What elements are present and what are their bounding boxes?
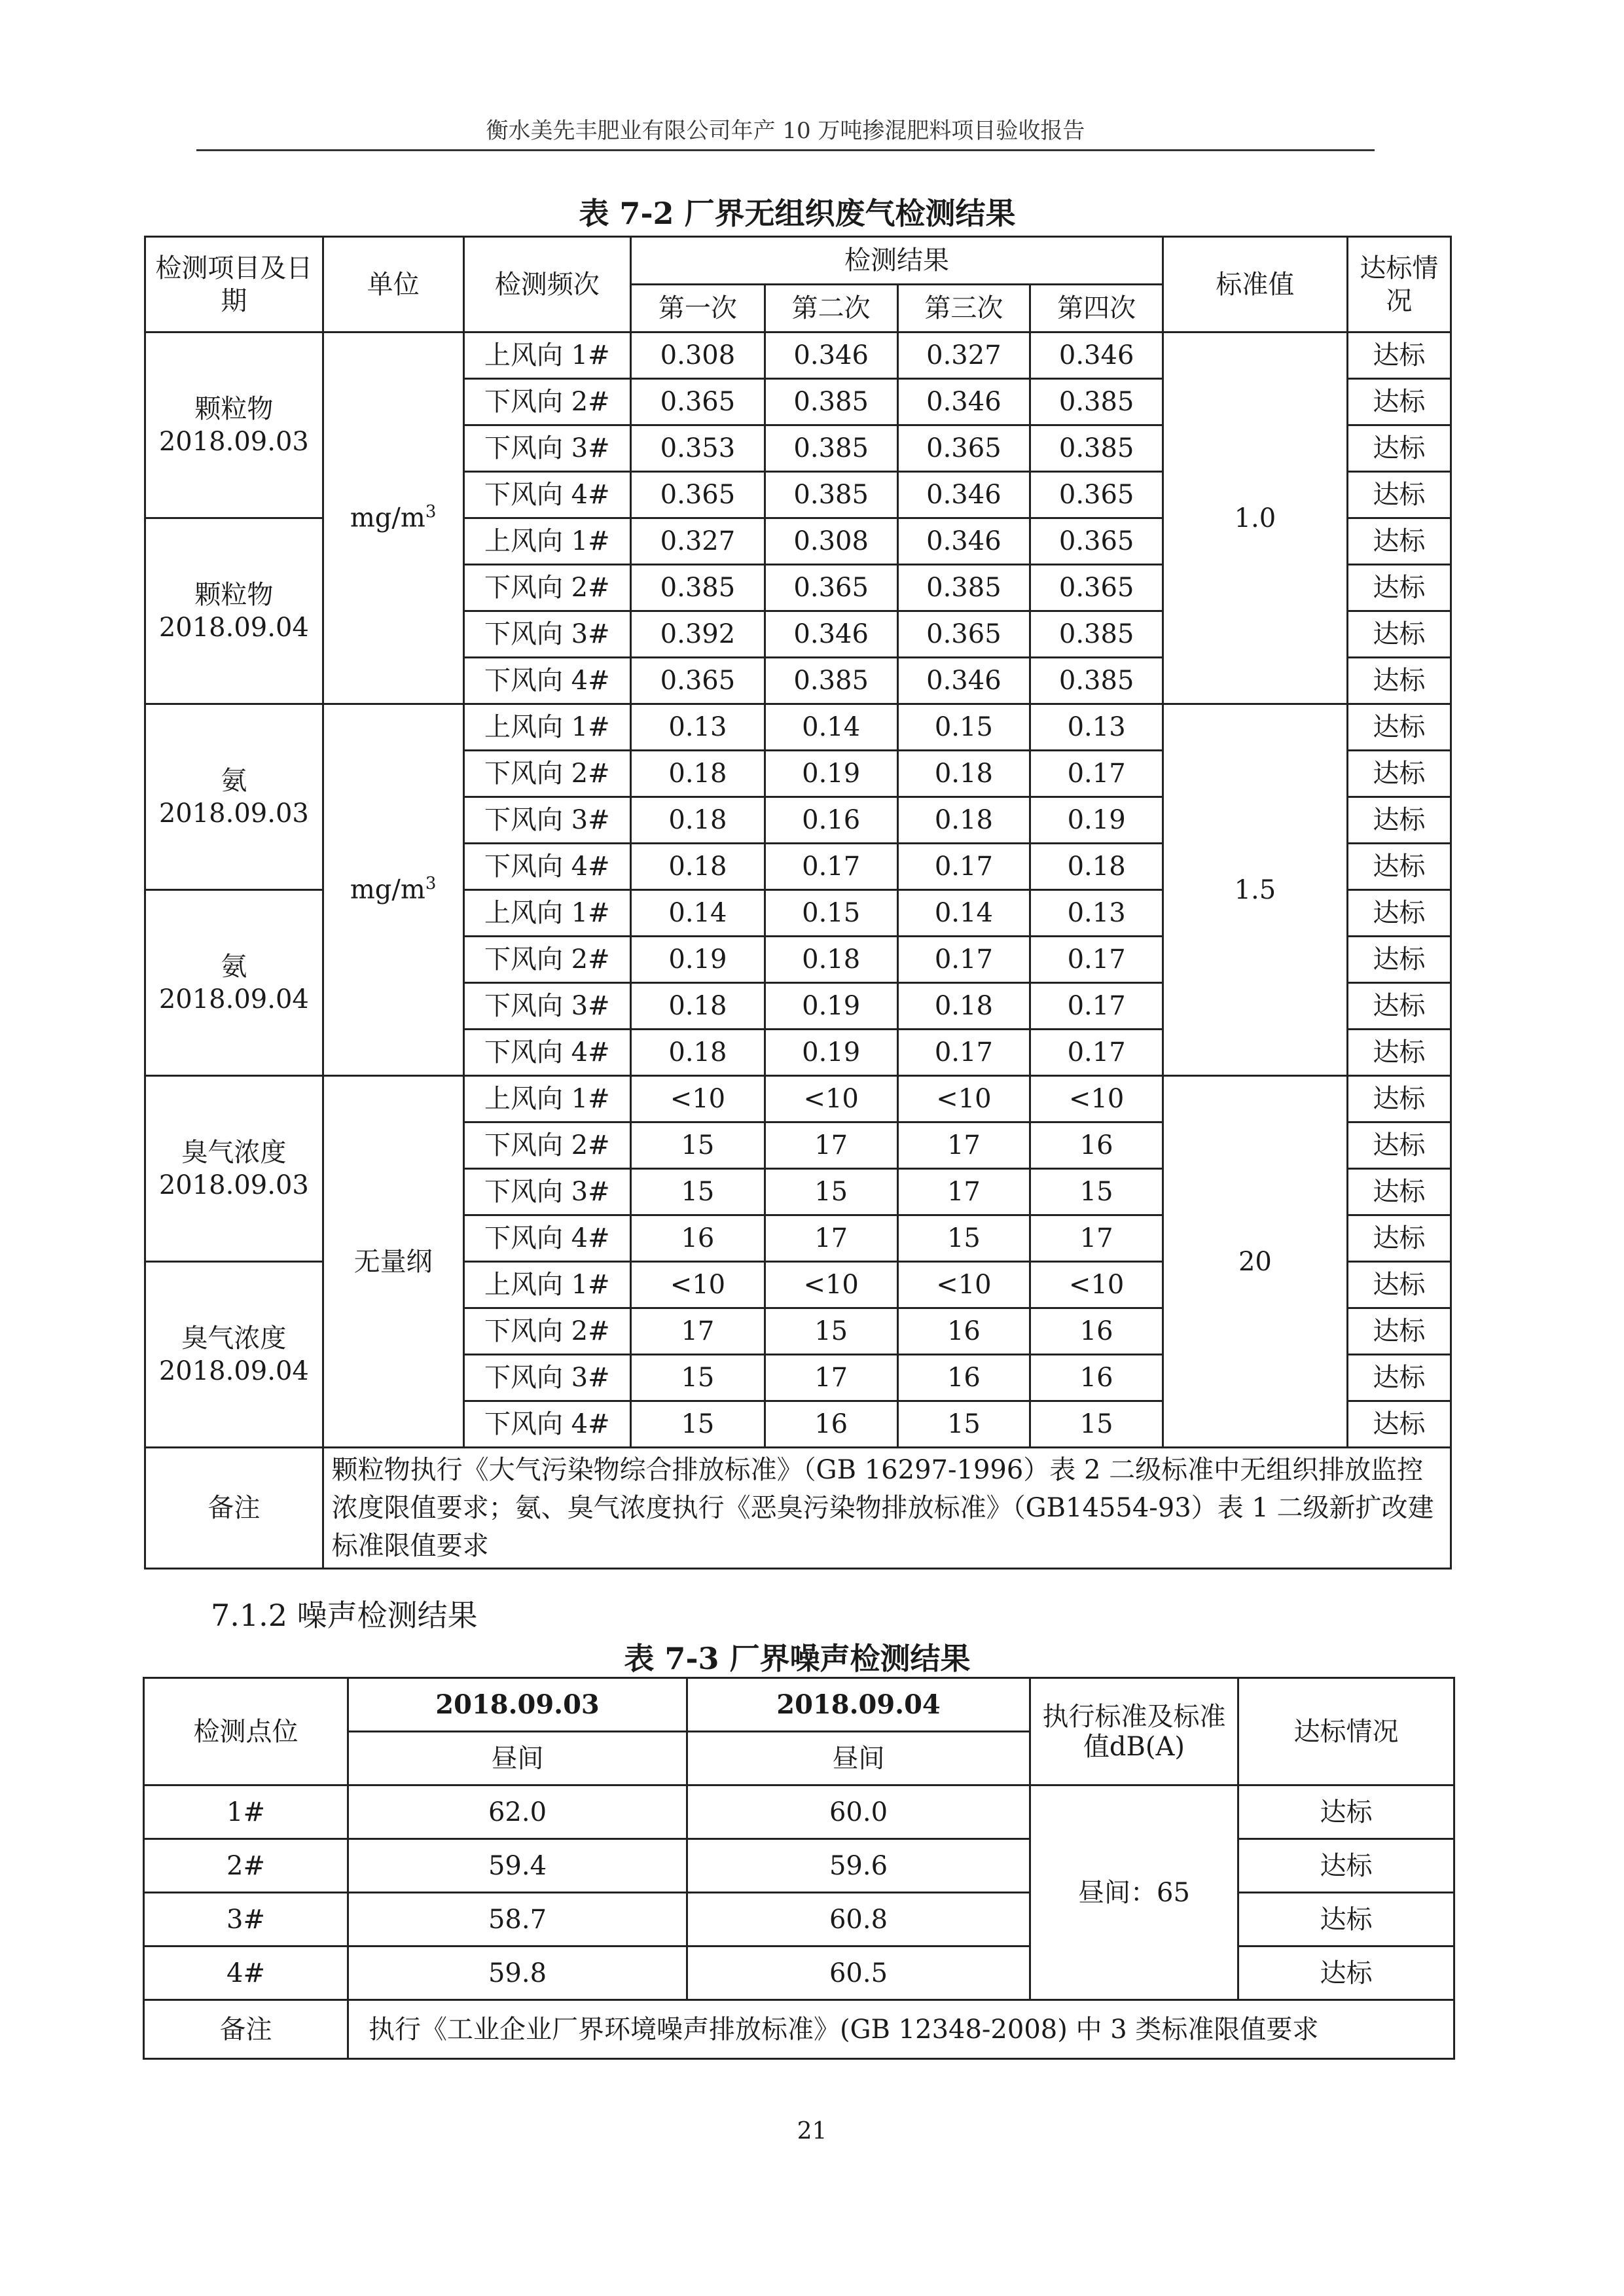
noise-point-cell: 1# xyxy=(144,1785,348,1839)
noise-value-cell: 59.6 xyxy=(687,1839,1030,1893)
status-cell: 达标 xyxy=(1347,1355,1451,1401)
remark-text: 颗粒物执行《大气污染物综合排放标准》（GB 16297-1996）表 2 二级标准中无组织排放监控浓度限值要求；氨、臭气浓度执行《恶臭污染物排放标准》（GB14554-93）表 1 二级新扩改建标准限值要求 xyxy=(323,1448,1451,1569)
section-title: 7.1.2 噪声检测结果 xyxy=(211,1598,478,1633)
value-cell: 0.19 xyxy=(631,937,765,983)
noise-value-cell: 59.4 xyxy=(348,1839,687,1893)
value-cell: 16 xyxy=(1030,1308,1163,1355)
table-row xyxy=(145,332,1451,379)
value-cell: 0.17 xyxy=(897,1030,1030,1076)
value-cell: <10 xyxy=(897,1076,1030,1122)
item-cell xyxy=(145,332,323,518)
status-cell: 达标 xyxy=(1347,1122,1451,1169)
value-cell: 0.385 xyxy=(1030,379,1163,425)
table-7-2-caption: 表 7-2 厂界无组织废气检测结果 xyxy=(579,196,1016,231)
noise-header-point: 检测点位 xyxy=(144,1678,348,1785)
standard-cell: 1.5 xyxy=(1163,704,1348,1076)
item-label: 颗粒物 xyxy=(194,393,274,424)
table-row xyxy=(145,1076,1451,1122)
frequency-cell: 下风向 4# xyxy=(463,1401,630,1448)
noise-value-cell: 62.0 xyxy=(348,1785,687,1839)
item-cell xyxy=(145,1262,323,1448)
value-cell: 15 xyxy=(765,1169,897,1215)
value-cell: 16 xyxy=(897,1355,1030,1401)
noise-remark-row xyxy=(144,2000,1454,2059)
item-label: 氨 xyxy=(221,951,247,982)
value-cell: 0.16 xyxy=(765,797,897,844)
value-cell: <10 xyxy=(1030,1262,1163,1308)
value-cell: 0.346 xyxy=(897,658,1030,704)
value-cell: 0.365 xyxy=(631,658,765,704)
item-date: 2018.09.03 xyxy=(158,1170,309,1200)
frequency-cell: 下风向 4# xyxy=(463,844,630,890)
status-cell: 达标 xyxy=(1347,611,1451,658)
status-cell: 达标 xyxy=(1347,565,1451,611)
status-cell: 达标 xyxy=(1347,1030,1451,1076)
value-cell: 17 xyxy=(897,1122,1030,1169)
frequency-cell: 上风向 1# xyxy=(463,890,630,937)
item-date: 2018.09.04 xyxy=(158,612,309,643)
value-cell: 0.13 xyxy=(1030,704,1163,751)
status-cell: 达标 xyxy=(1347,332,1451,379)
noise-status-cell: 达标 xyxy=(1238,1946,1454,2000)
table-row xyxy=(144,1785,1454,1839)
value-cell: 0.346 xyxy=(897,379,1030,425)
noise-header-day-1: 昼间 xyxy=(348,1732,687,1785)
status-cell: 达标 xyxy=(1347,1262,1451,1308)
frequency-cell: 下风向 3# xyxy=(463,797,630,844)
value-cell: 0.346 xyxy=(1030,332,1163,379)
standard-cell: 20 xyxy=(1163,1076,1348,1448)
value-cell: 0.18 xyxy=(631,797,765,844)
value-cell: 0.365 xyxy=(631,472,765,518)
value-cell: 0.17 xyxy=(897,937,1030,983)
value-cell: 0.365 xyxy=(631,379,765,425)
value-cell: 0.15 xyxy=(897,704,1030,751)
value-cell: 17 xyxy=(897,1169,1030,1215)
value-cell: 16 xyxy=(765,1401,897,1448)
noise-remark-label: 备注 xyxy=(144,2000,348,2059)
noise-point-cell: 3# xyxy=(144,1893,348,1946)
header-results: 检测结果 xyxy=(631,237,1163,285)
value-cell: 0.385 xyxy=(1030,611,1163,658)
value-cell: 0.365 xyxy=(1030,472,1163,518)
table-row xyxy=(144,1839,1454,1893)
noise-point-cell: 2# xyxy=(144,1839,348,1893)
remark-label: 备注 xyxy=(145,1448,323,1569)
page-number: 21 xyxy=(797,2118,827,2145)
value-cell: 0.17 xyxy=(1030,937,1163,983)
value-cell: 0.18 xyxy=(765,937,897,983)
value-cell: 0.14 xyxy=(897,890,1030,937)
value-cell: 0.308 xyxy=(631,332,765,379)
value-cell: 0.385 xyxy=(1030,425,1163,472)
header-item: 检测项目及日期 xyxy=(145,237,323,332)
value-cell: 0.365 xyxy=(1030,565,1163,611)
item-date: 2018.09.03 xyxy=(158,426,309,457)
exhaust-gas-table xyxy=(144,236,1452,1570)
value-cell: 0.19 xyxy=(765,751,897,797)
status-cell: 达标 xyxy=(1347,751,1451,797)
header-run-4: 第四次 xyxy=(1030,285,1163,332)
noise-status-cell: 达标 xyxy=(1238,1893,1454,1946)
value-cell: 0.19 xyxy=(765,983,897,1030)
value-cell: 0.365 xyxy=(765,565,897,611)
value-cell: 0.385 xyxy=(765,379,897,425)
frequency-cell: 上风向 1# xyxy=(463,704,630,751)
noise-value-cell: 60.8 xyxy=(687,1893,1030,1946)
remark-row xyxy=(145,1448,1451,1569)
noise-status-cell: 达标 xyxy=(1238,1785,1454,1839)
value-cell: 0.18 xyxy=(631,983,765,1030)
value-cell: <10 xyxy=(765,1076,897,1122)
status-cell: 达标 xyxy=(1347,472,1451,518)
value-cell: 0.385 xyxy=(765,425,897,472)
standard-cell: 1.0 xyxy=(1163,332,1348,704)
value-cell: 0.346 xyxy=(897,518,1030,565)
value-cell: 0.346 xyxy=(765,332,897,379)
value-cell: 0.365 xyxy=(897,425,1030,472)
frequency-cell: 下风向 4# xyxy=(463,472,630,518)
item-cell xyxy=(145,704,323,890)
noise-standard-cell: 昼间：65 xyxy=(1030,1785,1238,2000)
status-cell: 达标 xyxy=(1347,704,1451,751)
status-cell: 达标 xyxy=(1347,890,1451,937)
unit-cell: $mg/m^3$ xyxy=(323,704,463,1076)
value-cell: 15 xyxy=(1030,1169,1163,1215)
value-cell: 0.17 xyxy=(1030,1030,1163,1076)
value-cell: 16 xyxy=(1030,1122,1163,1169)
value-cell: 0.13 xyxy=(631,704,765,751)
status-cell: 达标 xyxy=(1347,797,1451,844)
value-cell: 17 xyxy=(631,1308,765,1355)
frequency-cell: 下风向 2# xyxy=(463,937,630,983)
value-cell: 0.327 xyxy=(631,518,765,565)
value-cell: 15 xyxy=(897,1401,1030,1448)
frequency-cell: 下风向 3# xyxy=(463,611,630,658)
value-cell: 0.19 xyxy=(765,1030,897,1076)
value-cell: 15 xyxy=(631,1355,765,1401)
frequency-cell: 下风向 3# xyxy=(463,1169,630,1215)
value-cell: 17 xyxy=(765,1215,897,1262)
value-cell: 0.15 xyxy=(765,890,897,937)
value-cell: 15 xyxy=(631,1122,765,1169)
frequency-cell: 下风向 3# xyxy=(463,983,630,1030)
value-cell: 0.17 xyxy=(1030,983,1163,1030)
header-run-1: 第一次 xyxy=(631,285,765,332)
value-cell: 0.14 xyxy=(631,890,765,937)
header-run-3: 第三次 xyxy=(897,285,1030,332)
value-cell: 16 xyxy=(1030,1355,1163,1401)
value-cell: 15 xyxy=(897,1215,1030,1262)
header-status: 达标情况 xyxy=(1347,237,1451,332)
noise-value-cell: 59.8 xyxy=(348,1946,687,2000)
item-label: 臭气浓度 xyxy=(181,1137,287,1168)
item-cell xyxy=(145,890,323,1076)
value-cell: 0.18 xyxy=(631,1030,765,1076)
item-label: 臭气浓度 xyxy=(181,1323,287,1354)
item-cell xyxy=(145,518,323,704)
status-cell: 达标 xyxy=(1347,1076,1451,1122)
table-row xyxy=(145,704,1451,751)
noise-header-day-2: 昼间 xyxy=(687,1732,1030,1785)
value-cell: 0.346 xyxy=(765,611,897,658)
noise-header-date-2: 2018.09.04 xyxy=(687,1678,1030,1732)
status-cell: 达标 xyxy=(1347,518,1451,565)
value-cell: 0.385 xyxy=(765,658,897,704)
noise-value-cell: 58.7 xyxy=(348,1893,687,1946)
noise-remark-text: 执行《工业企业厂界环境噪声排放标准》(GB 12348-2008) 中 3 类标准限值要求 xyxy=(348,2000,1454,2059)
noise-header-date-1: 2018.09.03 xyxy=(348,1678,687,1732)
value-cell: <10 xyxy=(765,1262,897,1308)
frequency-cell: 上风向 1# xyxy=(463,1262,630,1308)
value-cell: 0.308 xyxy=(765,518,897,565)
value-cell: <10 xyxy=(897,1262,1030,1308)
value-cell: 15 xyxy=(765,1308,897,1355)
frequency-cell: 下风向 4# xyxy=(463,658,630,704)
noise-header-standard: 执行标准及标准值dB(A) xyxy=(1030,1678,1238,1785)
item-date: 2018.09.04 xyxy=(158,984,309,1014)
header-standard: 标准值 xyxy=(1163,237,1348,332)
value-cell: 0.365 xyxy=(897,611,1030,658)
status-cell: 达标 xyxy=(1347,658,1451,704)
value-cell: <10 xyxy=(631,1076,765,1122)
value-cell: 0.385 xyxy=(631,565,765,611)
noise-status-cell: 达标 xyxy=(1238,1839,1454,1893)
item-date: 2018.09.04 xyxy=(158,1355,309,1386)
value-cell: 15 xyxy=(1030,1401,1163,1448)
status-cell: 达标 xyxy=(1347,425,1451,472)
item-cell xyxy=(145,1076,323,1262)
frequency-cell: 上风向 1# xyxy=(463,332,630,379)
frequency-cell: 下风向 2# xyxy=(463,1122,630,1169)
item-label: 颗粒物 xyxy=(194,579,274,610)
page-header: 衡水美先丰肥业有限公司年产 10 万吨掺混肥料项目验收报告 xyxy=(486,118,1085,144)
frequency-cell: 下风向 3# xyxy=(463,1355,630,1401)
noise-header-status: 达标情况 xyxy=(1238,1678,1454,1785)
unit-cell: 无量纲 xyxy=(323,1076,463,1448)
item-label: 氨 xyxy=(221,765,247,796)
value-cell: 0.18 xyxy=(897,797,1030,844)
value-cell: 0.17 xyxy=(897,844,1030,890)
value-cell: 0.346 xyxy=(897,472,1030,518)
value-cell: 0.17 xyxy=(765,844,897,890)
value-cell: 0.392 xyxy=(631,611,765,658)
header-frequency: 检测频次 xyxy=(463,237,630,332)
value-cell: 17 xyxy=(765,1355,897,1401)
table-row xyxy=(144,1946,1454,2000)
frequency-cell: 下风向 4# xyxy=(463,1030,630,1076)
table-row xyxy=(144,1893,1454,1946)
status-cell: 达标 xyxy=(1347,983,1451,1030)
value-cell: 0.18 xyxy=(897,751,1030,797)
value-cell: 0.385 xyxy=(1030,658,1163,704)
status-cell: 达标 xyxy=(1347,379,1451,425)
frequency-cell: 下风向 4# xyxy=(463,1215,630,1262)
value-cell: 0.19 xyxy=(1030,797,1163,844)
value-cell: 16 xyxy=(897,1308,1030,1355)
status-cell: 达标 xyxy=(1347,1308,1451,1355)
value-cell: 17 xyxy=(1030,1215,1163,1262)
value-cell: 0.14 xyxy=(765,704,897,751)
frequency-cell: 下风向 3# xyxy=(463,425,630,472)
status-cell: 达标 xyxy=(1347,1401,1451,1448)
value-cell: 16 xyxy=(631,1215,765,1262)
value-cell: <10 xyxy=(1030,1076,1163,1122)
frequency-cell: 下风向 2# xyxy=(463,1308,630,1355)
frequency-cell: 下风向 2# xyxy=(463,565,630,611)
value-cell: 17 xyxy=(765,1122,897,1169)
table-7-3-caption: 表 7-3 厂界噪声检测结果 xyxy=(624,1641,971,1676)
value-cell: 0.365 xyxy=(1030,518,1163,565)
status-cell: 达标 xyxy=(1347,1169,1451,1215)
value-cell: 0.13 xyxy=(1030,890,1163,937)
value-cell: 0.385 xyxy=(897,565,1030,611)
value-cell: 0.18 xyxy=(1030,844,1163,890)
value-cell: 0.18 xyxy=(897,983,1030,1030)
frequency-cell: 上风向 1# xyxy=(463,518,630,565)
frequency-cell: 下风向 2# xyxy=(463,751,630,797)
header-run-2: 第二次 xyxy=(765,285,897,332)
noise-point-cell: 4# xyxy=(144,1946,348,2000)
value-cell: 15 xyxy=(631,1401,765,1448)
frequency-cell: 下风向 2# xyxy=(463,379,630,425)
noise-value-cell: 60.0 xyxy=(687,1785,1030,1839)
unit-cell: $mg/m^3$ xyxy=(323,332,463,704)
value-cell: 0.385 xyxy=(765,472,897,518)
value-cell: 0.17 xyxy=(1030,751,1163,797)
item-date: 2018.09.03 xyxy=(158,798,309,829)
value-cell: 0.353 xyxy=(631,425,765,472)
value-cell: 0.18 xyxy=(631,751,765,797)
value-cell: 0.18 xyxy=(631,844,765,890)
value-cell: 15 xyxy=(631,1169,765,1215)
header-rule xyxy=(196,149,1375,151)
value-cell: <10 xyxy=(631,1262,765,1308)
status-cell: 达标 xyxy=(1347,937,1451,983)
noise-value-cell: 60.5 xyxy=(687,1946,1030,2000)
value-cell: 0.327 xyxy=(897,332,1030,379)
status-cell: 达标 xyxy=(1347,1215,1451,1262)
header-unit: 单位 xyxy=(323,237,463,332)
status-cell: 达标 xyxy=(1347,844,1451,890)
noise-table xyxy=(143,1677,1455,2060)
frequency-cell: 上风向 1# xyxy=(463,1076,630,1122)
